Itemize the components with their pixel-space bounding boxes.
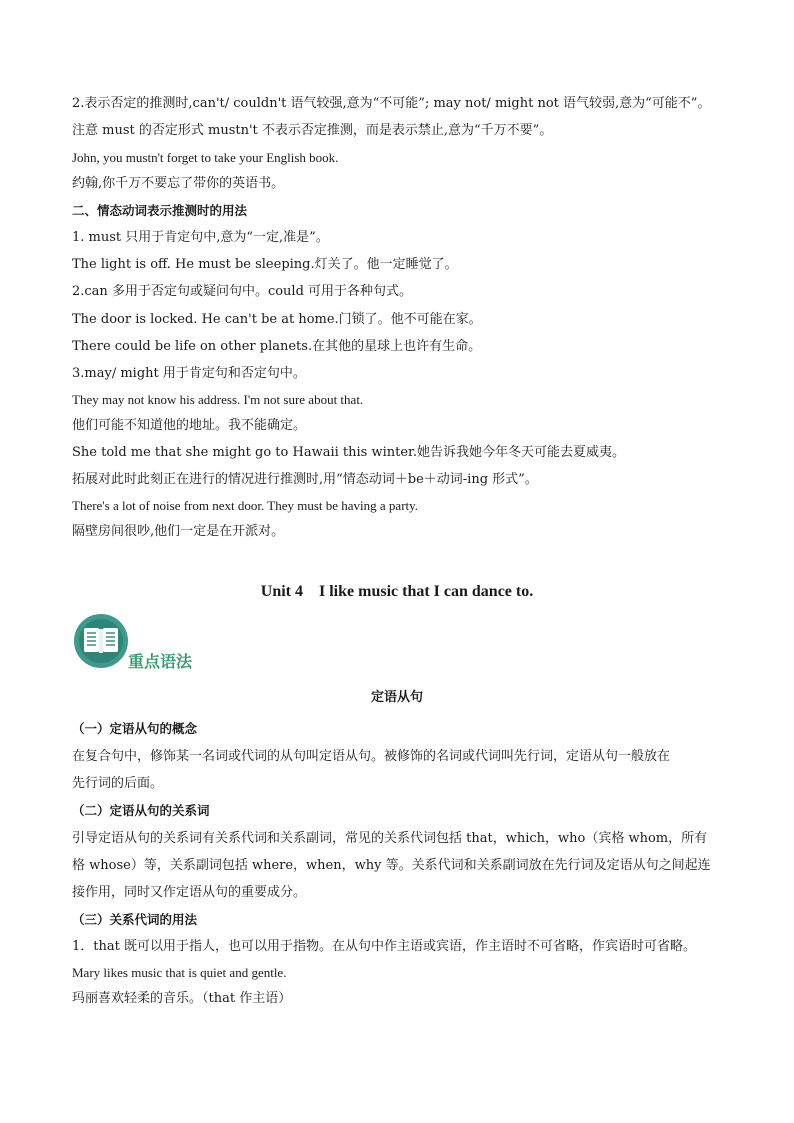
subheading-relative-pronouns: （三）关系代词的用法 bbox=[72, 912, 198, 927]
example-sentence-other-planets: There could be life on other planets.在其他的星球上也许有生命。 bbox=[72, 339, 482, 354]
example-sentence-door-locked: The door is locked. He can't be at home.门锁了。他不可能在家。 bbox=[72, 312, 482, 327]
text-line-negative-inference: 2.表示否定的推测时,can't/ couldn't 语气较强,意为“不可能”; may not/ might not 语气较弱,意为“可能不”。 bbox=[72, 96, 711, 111]
paragraph-that-usage: 1．that 既可以用于指人，也可以用于指物。在从句中作主语或宾语，作主语时不可省略，作宾语时可省略。 bbox=[72, 939, 696, 954]
text-line-can-could-usage: 2.can 多用于否定句或疑问句中。could 可用于各种句式。 bbox=[72, 284, 413, 299]
text-line-may-might-usage: 3.may/ might 用于肯定句和否定句中。 bbox=[72, 366, 306, 381]
paragraph-relative-words-line2: 格 whose）等，关系副词包括 where，when，why 等。关系代词和关系副词放在先行词及定语从句之间起连 bbox=[72, 858, 711, 873]
example-sentence-mary-english: Mary likes music that is quiet and gentle. bbox=[72, 965, 287, 980]
topic-title-attributive-clause: 定语从句 bbox=[370, 690, 423, 705]
example-sentence-address-english: They may not know his address. I'm not sure about that. bbox=[72, 392, 364, 407]
example-sentence-chinese: 约翰,你千万不要忘了带你的英语书。 bbox=[72, 176, 285, 191]
example-sentence-address-chinese: 他们可能不知道他的地址。我不能确定。 bbox=[72, 418, 307, 433]
paragraph-concept-line1: 在复合句中，修饰某一名词或代词的从句叫定语从句。被修饰的名词或代词叫先行词，定语从句一般放在 bbox=[72, 749, 671, 764]
open-book-icon bbox=[82, 626, 120, 656]
section-heading-key-grammar: 重点语法 bbox=[128, 652, 193, 671]
example-sentence-light-off: The light is off. He must be sleeping.灯关了。他一定睡觉了。 bbox=[72, 257, 458, 272]
paragraph-relative-words-line1: 引导定语从句的关系词有关系代词和关系副词，常见的关系代词包括 that，which，who（宾格 whom，所有 bbox=[72, 831, 708, 846]
text-line-mustnt-note: 注意 must 的否定形式 mustn't 不表示否定推测，而是表示禁止,意为“千万不要”。 bbox=[72, 123, 553, 138]
example-sentence-party-english: There's a lot of noise from next door. They must be having a party. bbox=[72, 498, 419, 513]
subheading-relative-words: （二）定语从句的关系词 bbox=[72, 803, 210, 818]
paragraph-relative-words-line3: 接作用，同时又作定语从句的重要成分。 bbox=[72, 885, 307, 900]
unit-title: Unit 4 I like music that I can dance to. bbox=[260, 583, 534, 600]
example-sentence-mary-chinese: 玛丽喜欢轻柔的音乐。（that 作主语） bbox=[72, 991, 292, 1006]
text-line-extension-note: 拓展对此时此刻正在进行的情况进行推测时,用“情态动词＋be＋动词-ing 形式”。 bbox=[72, 472, 538, 487]
text-line-must-usage: 1. must 只用于肯定句中,意为“一定,准是”。 bbox=[72, 230, 329, 245]
subsection-heading-modal-usage: 二、情态动词表示推测时的用法 bbox=[72, 203, 248, 218]
example-sentence-hawaii: She told me that she might go to Hawaii this winter.她告诉我她今年冬天可能去夏威夷。 bbox=[72, 445, 625, 460]
paragraph-concept-line2: 先行词的后面。 bbox=[72, 776, 164, 791]
section-badge bbox=[74, 614, 128, 668]
example-sentence-english: John, you mustn't forget to take your English book. bbox=[72, 150, 339, 165]
example-sentence-party-chinese: 隔壁房间很吵,他们一定是在开派对。 bbox=[72, 524, 285, 539]
subheading-concept: （一）定语从句的概念 bbox=[72, 721, 198, 736]
